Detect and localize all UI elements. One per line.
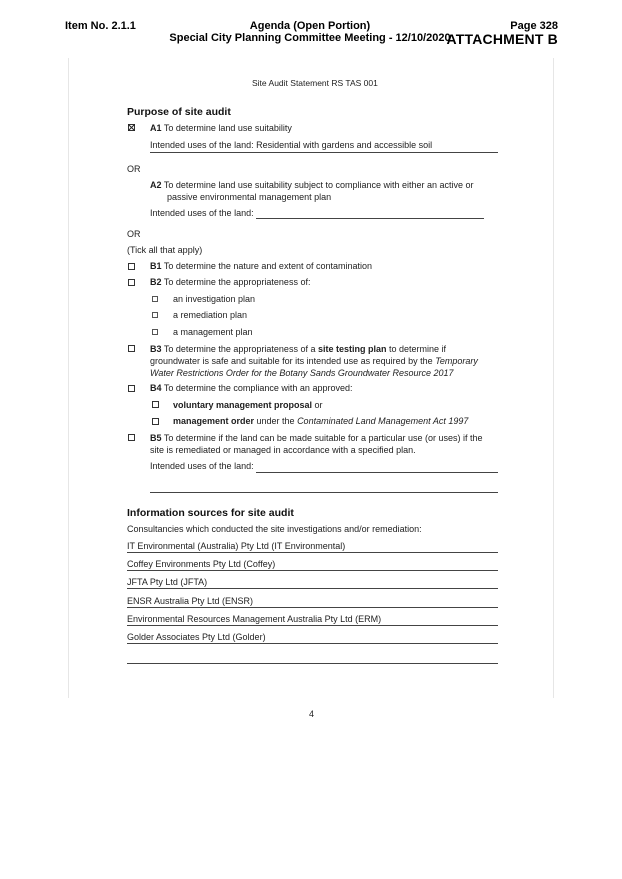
consultancy-rule xyxy=(127,625,498,626)
consultancy-rule xyxy=(127,643,498,644)
option-b1 xyxy=(150,261,372,272)
x-checkbox-icon xyxy=(128,124,135,131)
b2-option-management: a management plan xyxy=(173,327,253,337)
b5-line2: site is remediated or managed in accordance with a specified plan. xyxy=(150,445,416,455)
consultancy-item: JFTA Pty Ltd (JFTA) xyxy=(127,577,208,587)
empty-checkbox-icon xyxy=(152,329,158,335)
empty-checkbox-icon xyxy=(152,418,159,425)
consultancy-item: Golder Associates Pty Ltd (Golder) xyxy=(127,632,266,642)
b5-code: B5 xyxy=(150,433,162,443)
consultancy-rule xyxy=(127,570,498,571)
purpose-heading: Purpose of site audit xyxy=(127,106,231,118)
option-b4 xyxy=(150,383,352,394)
b5-line1: To determine if the land can be made suitable for a particular use (or uses) if the xyxy=(163,433,483,443)
a1-code: A1 xyxy=(150,123,162,133)
tick-note: (Tick all that apply) xyxy=(127,245,203,255)
empty-checkbox-icon xyxy=(128,263,135,270)
consultancy-blank-rule xyxy=(127,663,498,664)
empty-checkbox-icon xyxy=(128,345,135,352)
consultancy-item: Coffey Environments Pty Ltd (Coffey) xyxy=(127,559,276,569)
scan-edge-left xyxy=(68,58,69,698)
b3-line1-pre: To determine the appropriateness of a xyxy=(163,344,318,354)
empty-checkbox-icon xyxy=(152,312,158,318)
b3-line1-post: to determine if xyxy=(386,344,447,354)
or-separator-1: OR xyxy=(127,164,141,174)
scan-edge-right xyxy=(553,58,554,698)
option-b3-line3 xyxy=(150,368,453,379)
info-heading: Information sources for site audit xyxy=(127,507,294,519)
option-a1 xyxy=(150,123,292,134)
option-b5-line1 xyxy=(150,433,483,444)
empty-checkbox-icon xyxy=(152,401,159,408)
b5-uses-label: Intended uses of the land: xyxy=(150,461,254,471)
consultancy-rule xyxy=(127,552,498,553)
b4-voluntary-proposal: voluntary management proposal xyxy=(173,400,313,410)
b4-code: B4 xyxy=(150,383,162,393)
page-footer-number: 4 xyxy=(309,709,315,719)
attachment-label: ATTACHMENT B xyxy=(446,31,558,47)
consultancy-item: IT Environmental (Australia) Pty Ltd (IT Environmental) xyxy=(127,541,346,551)
agenda-line-2: Special City Planning Committee Meeting - 12/10/2020 xyxy=(169,32,451,44)
b2-text: To determine the appropriateness of: xyxy=(163,277,311,287)
b3-line3-italic: Water Restrictions Order for the Botany Sands Groundwater Resource 2017 xyxy=(150,368,454,378)
empty-checkbox-icon xyxy=(152,296,158,302)
a1-uses-rule xyxy=(150,152,498,153)
item-number: Item No. 2.1.1 xyxy=(65,20,136,32)
empty-checkbox-icon xyxy=(128,279,135,286)
b3-line2-pre: groundwater is safe and suitable for its intended use as required by the xyxy=(150,356,436,366)
option-b3-line2 xyxy=(150,356,478,367)
option-b2 xyxy=(150,277,310,288)
a2-text-line2: passive environmental management plan xyxy=(167,192,332,202)
b5-uses-rule xyxy=(256,472,498,473)
a2-uses-label: Intended uses of the land: xyxy=(150,208,254,218)
consultancy-rule xyxy=(127,607,498,608)
empty-checkbox-icon xyxy=(128,385,135,392)
b4-option-voluntary xyxy=(173,400,323,411)
b2-option-investigation: an investigation plan xyxy=(173,294,256,304)
empty-checkbox-icon xyxy=(128,434,135,441)
consultancy-item: ENSR Australia Pty Ltd (ENSR) xyxy=(127,596,254,606)
consultancy-item: Environmental Resources Management Australia Pty Ltd (ERM) xyxy=(127,614,382,624)
b2-option-remediation: a remediation plan xyxy=(173,310,248,320)
b3-code: B3 xyxy=(150,344,162,354)
option-a2-line1 xyxy=(150,180,474,191)
b3-site-testing-plan: site testing plan xyxy=(317,344,387,354)
a2-uses-rule xyxy=(256,218,484,219)
b4-opt1-post: or xyxy=(312,400,323,410)
b4-management-order: management order xyxy=(173,416,255,426)
b4-text: To determine the compliance with an approved: xyxy=(163,383,353,393)
b1-text: To determine the nature and extent of contamination xyxy=(163,261,372,271)
or-separator-2: OR xyxy=(127,229,141,239)
b3-line2-italic: Temporary xyxy=(435,356,478,366)
info-intro: Consultancies which conducted the site investigations and/or remediation: xyxy=(127,524,422,534)
b2-code: B2 xyxy=(150,277,162,287)
option-b3-line1 xyxy=(150,344,446,355)
b5-extra-rule xyxy=(150,492,498,493)
b1-code: B1 xyxy=(150,261,162,271)
a1-text: To determine land use suitability xyxy=(163,123,292,133)
agenda-line-1: Agenda (Open Portion) xyxy=(249,20,371,32)
page-number-header: Page 328 xyxy=(510,20,558,32)
b4-option-management-order xyxy=(173,416,468,427)
a2-text-line1: To determine land use suitability subject to compliance with either an active or xyxy=(163,180,474,190)
document-title: Site Audit Statement RS TAS 001 xyxy=(252,78,378,88)
a2-code: A2 xyxy=(150,180,162,190)
a1-uses-line: Intended uses of the land: Residential with gardens and accessible soil xyxy=(150,140,433,150)
b4-act-name: Contaminated Land Management Act 1997 xyxy=(297,416,469,426)
agenda-title xyxy=(140,20,480,44)
consultancy-rule xyxy=(127,588,498,589)
b4-opt2-mid: under the xyxy=(254,416,298,426)
